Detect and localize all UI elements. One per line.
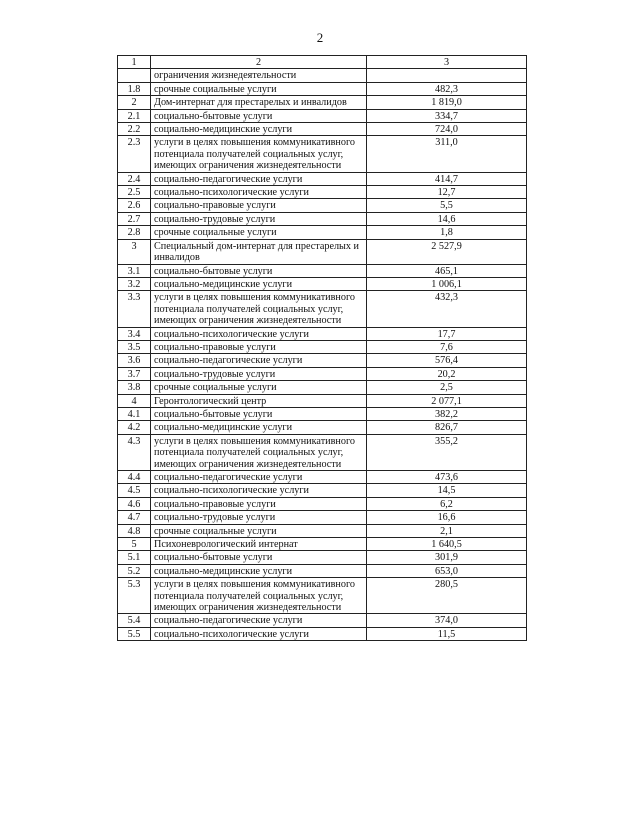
row-service-name: социально-медицинские услуги	[151, 277, 367, 290]
row-number: 2.6	[118, 199, 151, 212]
row-number: 2.3	[118, 136, 151, 172]
row-service-name: срочные социальные услуги	[151, 524, 367, 537]
row-service-name: услуги в целях повышения коммуникативного потенциала получателей социальных услуг, имеющих ограничения жизнедеятельности	[151, 136, 367, 172]
header-col-1: 1	[118, 56, 151, 69]
row-service-name: социально-медицинские услуги	[151, 421, 367, 434]
row-service-name: социально-трудовые услуги	[151, 367, 367, 380]
table-row	[118, 264, 527, 277]
row-number: 3.3	[118, 291, 151, 327]
table-row	[118, 199, 527, 212]
row-service-name: социально-психологические услуги	[151, 484, 367, 497]
row-value: 382,2	[367, 407, 527, 420]
table-row	[118, 109, 527, 122]
table-row	[118, 367, 527, 380]
row-value	[367, 69, 527, 82]
services-cost-table	[117, 55, 527, 641]
row-value: 355,2	[367, 434, 527, 470]
table-row	[118, 354, 527, 367]
table-row	[118, 340, 527, 353]
row-service-name: срочные социальные услуги	[151, 226, 367, 239]
row-number: 4.3	[118, 434, 151, 470]
row-service-name: срочные социальные услуги	[151, 82, 367, 95]
table-row	[118, 421, 527, 434]
table-row	[118, 578, 527, 614]
row-value: 1 640,5	[367, 538, 527, 551]
table-row	[118, 96, 527, 109]
row-value: 301,9	[367, 551, 527, 564]
row-number: 3.7	[118, 367, 151, 380]
row-service-name: социально-правовые услуги	[151, 199, 367, 212]
table-row	[118, 172, 527, 185]
row-number: 2.1	[118, 109, 151, 122]
row-value: 2,5	[367, 381, 527, 394]
row-service-name: социально-педагогические услуги	[151, 471, 367, 484]
row-service-name: Дом-интернат для престарелых и инвалидов	[151, 96, 367, 109]
row-service-name: социально-медицинские услуги	[151, 564, 367, 577]
row-value: 14,5	[367, 484, 527, 497]
row-number: 3.4	[118, 327, 151, 340]
row-number: 4	[118, 394, 151, 407]
table-row	[118, 614, 527, 627]
table-header-row	[118, 56, 527, 69]
row-number: 3	[118, 239, 151, 264]
row-value: 1 006,1	[367, 277, 527, 290]
row-number: 2.2	[118, 123, 151, 136]
row-service-name: Геронтологический центр	[151, 394, 367, 407]
row-number: 2.7	[118, 212, 151, 225]
table-row	[118, 407, 527, 420]
table-row	[118, 627, 527, 640]
table-row	[118, 524, 527, 537]
table-row	[118, 327, 527, 340]
header-col-2: 2	[151, 56, 367, 69]
row-value: 12,7	[367, 186, 527, 199]
row-value: 2 077,1	[367, 394, 527, 407]
row-value: 14,6	[367, 212, 527, 225]
row-value: 20,2	[367, 367, 527, 380]
row-number: 5.3	[118, 578, 151, 614]
row-number: 5.2	[118, 564, 151, 577]
table-row	[118, 239, 527, 264]
table-row	[118, 538, 527, 551]
row-value: 724,0	[367, 123, 527, 136]
row-value: 17,7	[367, 327, 527, 340]
table-row	[118, 291, 527, 327]
row-service-name: социально-психологические услуги	[151, 327, 367, 340]
row-number: 4.8	[118, 524, 151, 537]
row-value: 280,5	[367, 578, 527, 614]
row-value: 414,7	[367, 172, 527, 185]
row-number: 5.5	[118, 627, 151, 640]
table-row	[118, 484, 527, 497]
row-value: 7,6	[367, 340, 527, 353]
row-value: 826,7	[367, 421, 527, 434]
row-service-name: услуги в целях повышения коммуникативного потенциала получателей социальных услуг, имеющих ограничения жизнедеятельности	[151, 291, 367, 327]
row-number: 4.7	[118, 511, 151, 524]
row-value: 2 527,9	[367, 239, 527, 264]
page-number: 2	[316, 30, 324, 45]
row-number: 2.5	[118, 186, 151, 199]
row-number: 3.2	[118, 277, 151, 290]
row-service-name: социально-психологические услуги	[151, 186, 367, 199]
row-service-name: социально-педагогические услуги	[151, 172, 367, 185]
table-row	[118, 471, 527, 484]
table-row	[118, 551, 527, 564]
table-row	[118, 277, 527, 290]
row-service-name: социально-бытовые услуги	[151, 109, 367, 122]
row-value: 5,5	[367, 199, 527, 212]
row-number: 5.1	[118, 551, 151, 564]
table-row	[118, 136, 527, 172]
row-number: 2	[118, 96, 151, 109]
row-number: 3.8	[118, 381, 151, 394]
table-row	[118, 394, 527, 407]
row-number: 2.8	[118, 226, 151, 239]
row-value: 465,1	[367, 264, 527, 277]
row-service-name: услуги в целях повышения коммуникативного потенциала получателей социальных услуг, имеющих ограничения жизнедеятельности	[151, 434, 367, 470]
header-col-3: 3	[367, 56, 527, 69]
table-row	[118, 82, 527, 95]
row-service-name: социально-педагогические услуги	[151, 354, 367, 367]
row-value: 1 819,0	[367, 96, 527, 109]
row-value: 653,0	[367, 564, 527, 577]
row-number: 5.4	[118, 614, 151, 627]
table-row	[118, 497, 527, 510]
row-service-name: социально-трудовые услуги	[151, 511, 367, 524]
row-value: 576,4	[367, 354, 527, 367]
row-number: 4.2	[118, 421, 151, 434]
table-row	[118, 69, 527, 82]
row-value: 482,3	[367, 82, 527, 95]
row-number: 4.6	[118, 497, 151, 510]
row-service-name: социально-трудовые услуги	[151, 212, 367, 225]
row-number: 3.1	[118, 264, 151, 277]
table-row	[118, 564, 527, 577]
row-number: 2.4	[118, 172, 151, 185]
row-value: 1,8	[367, 226, 527, 239]
table-row	[118, 186, 527, 199]
table-row	[118, 123, 527, 136]
row-service-name: социально-бытовые услуги	[151, 264, 367, 277]
table-row	[118, 434, 527, 470]
row-service-name: услуги в целях повышения коммуникативного потенциала получателей социальных услуг, имеющих ограничения жизнедеятельности	[151, 578, 367, 614]
row-value: 374,0	[367, 614, 527, 627]
row-service-name: социально-педагогические услуги	[151, 614, 367, 627]
table-row	[118, 212, 527, 225]
table-row	[118, 226, 527, 239]
row-service-name: ограничения жизнедеятельности	[151, 69, 367, 82]
table-row	[118, 381, 527, 394]
row-value: 11,5	[367, 627, 527, 640]
row-service-name: социально-медицинские услуги	[151, 123, 367, 136]
row-service-name: срочные социальные услуги	[151, 381, 367, 394]
row-number: 3.6	[118, 354, 151, 367]
row-number: 5	[118, 538, 151, 551]
row-value: 432,3	[367, 291, 527, 327]
row-value: 334,7	[367, 109, 527, 122]
row-value: 16,6	[367, 511, 527, 524]
row-number: 4.4	[118, 471, 151, 484]
row-service-name: Психоневрологический интернат	[151, 538, 367, 551]
row-number	[118, 69, 151, 82]
row-service-name: социально-правовые услуги	[151, 497, 367, 510]
row-service-name: социально-бытовые услуги	[151, 407, 367, 420]
row-service-name: социально-правовые услуги	[151, 340, 367, 353]
row-value: 2,1	[367, 524, 527, 537]
row-number: 4.1	[118, 407, 151, 420]
row-service-name: Специальный дом-интернат для престарелых и инвалидов	[151, 239, 367, 264]
table-row	[118, 511, 527, 524]
row-service-name: социально-психологические услуги	[151, 627, 367, 640]
row-number: 1.8	[118, 82, 151, 95]
row-number: 3.5	[118, 340, 151, 353]
row-number: 4.5	[118, 484, 151, 497]
row-value: 311,0	[367, 136, 527, 172]
row-service-name: социально-бытовые услуги	[151, 551, 367, 564]
row-value: 6,2	[367, 497, 527, 510]
row-value: 473,6	[367, 471, 527, 484]
